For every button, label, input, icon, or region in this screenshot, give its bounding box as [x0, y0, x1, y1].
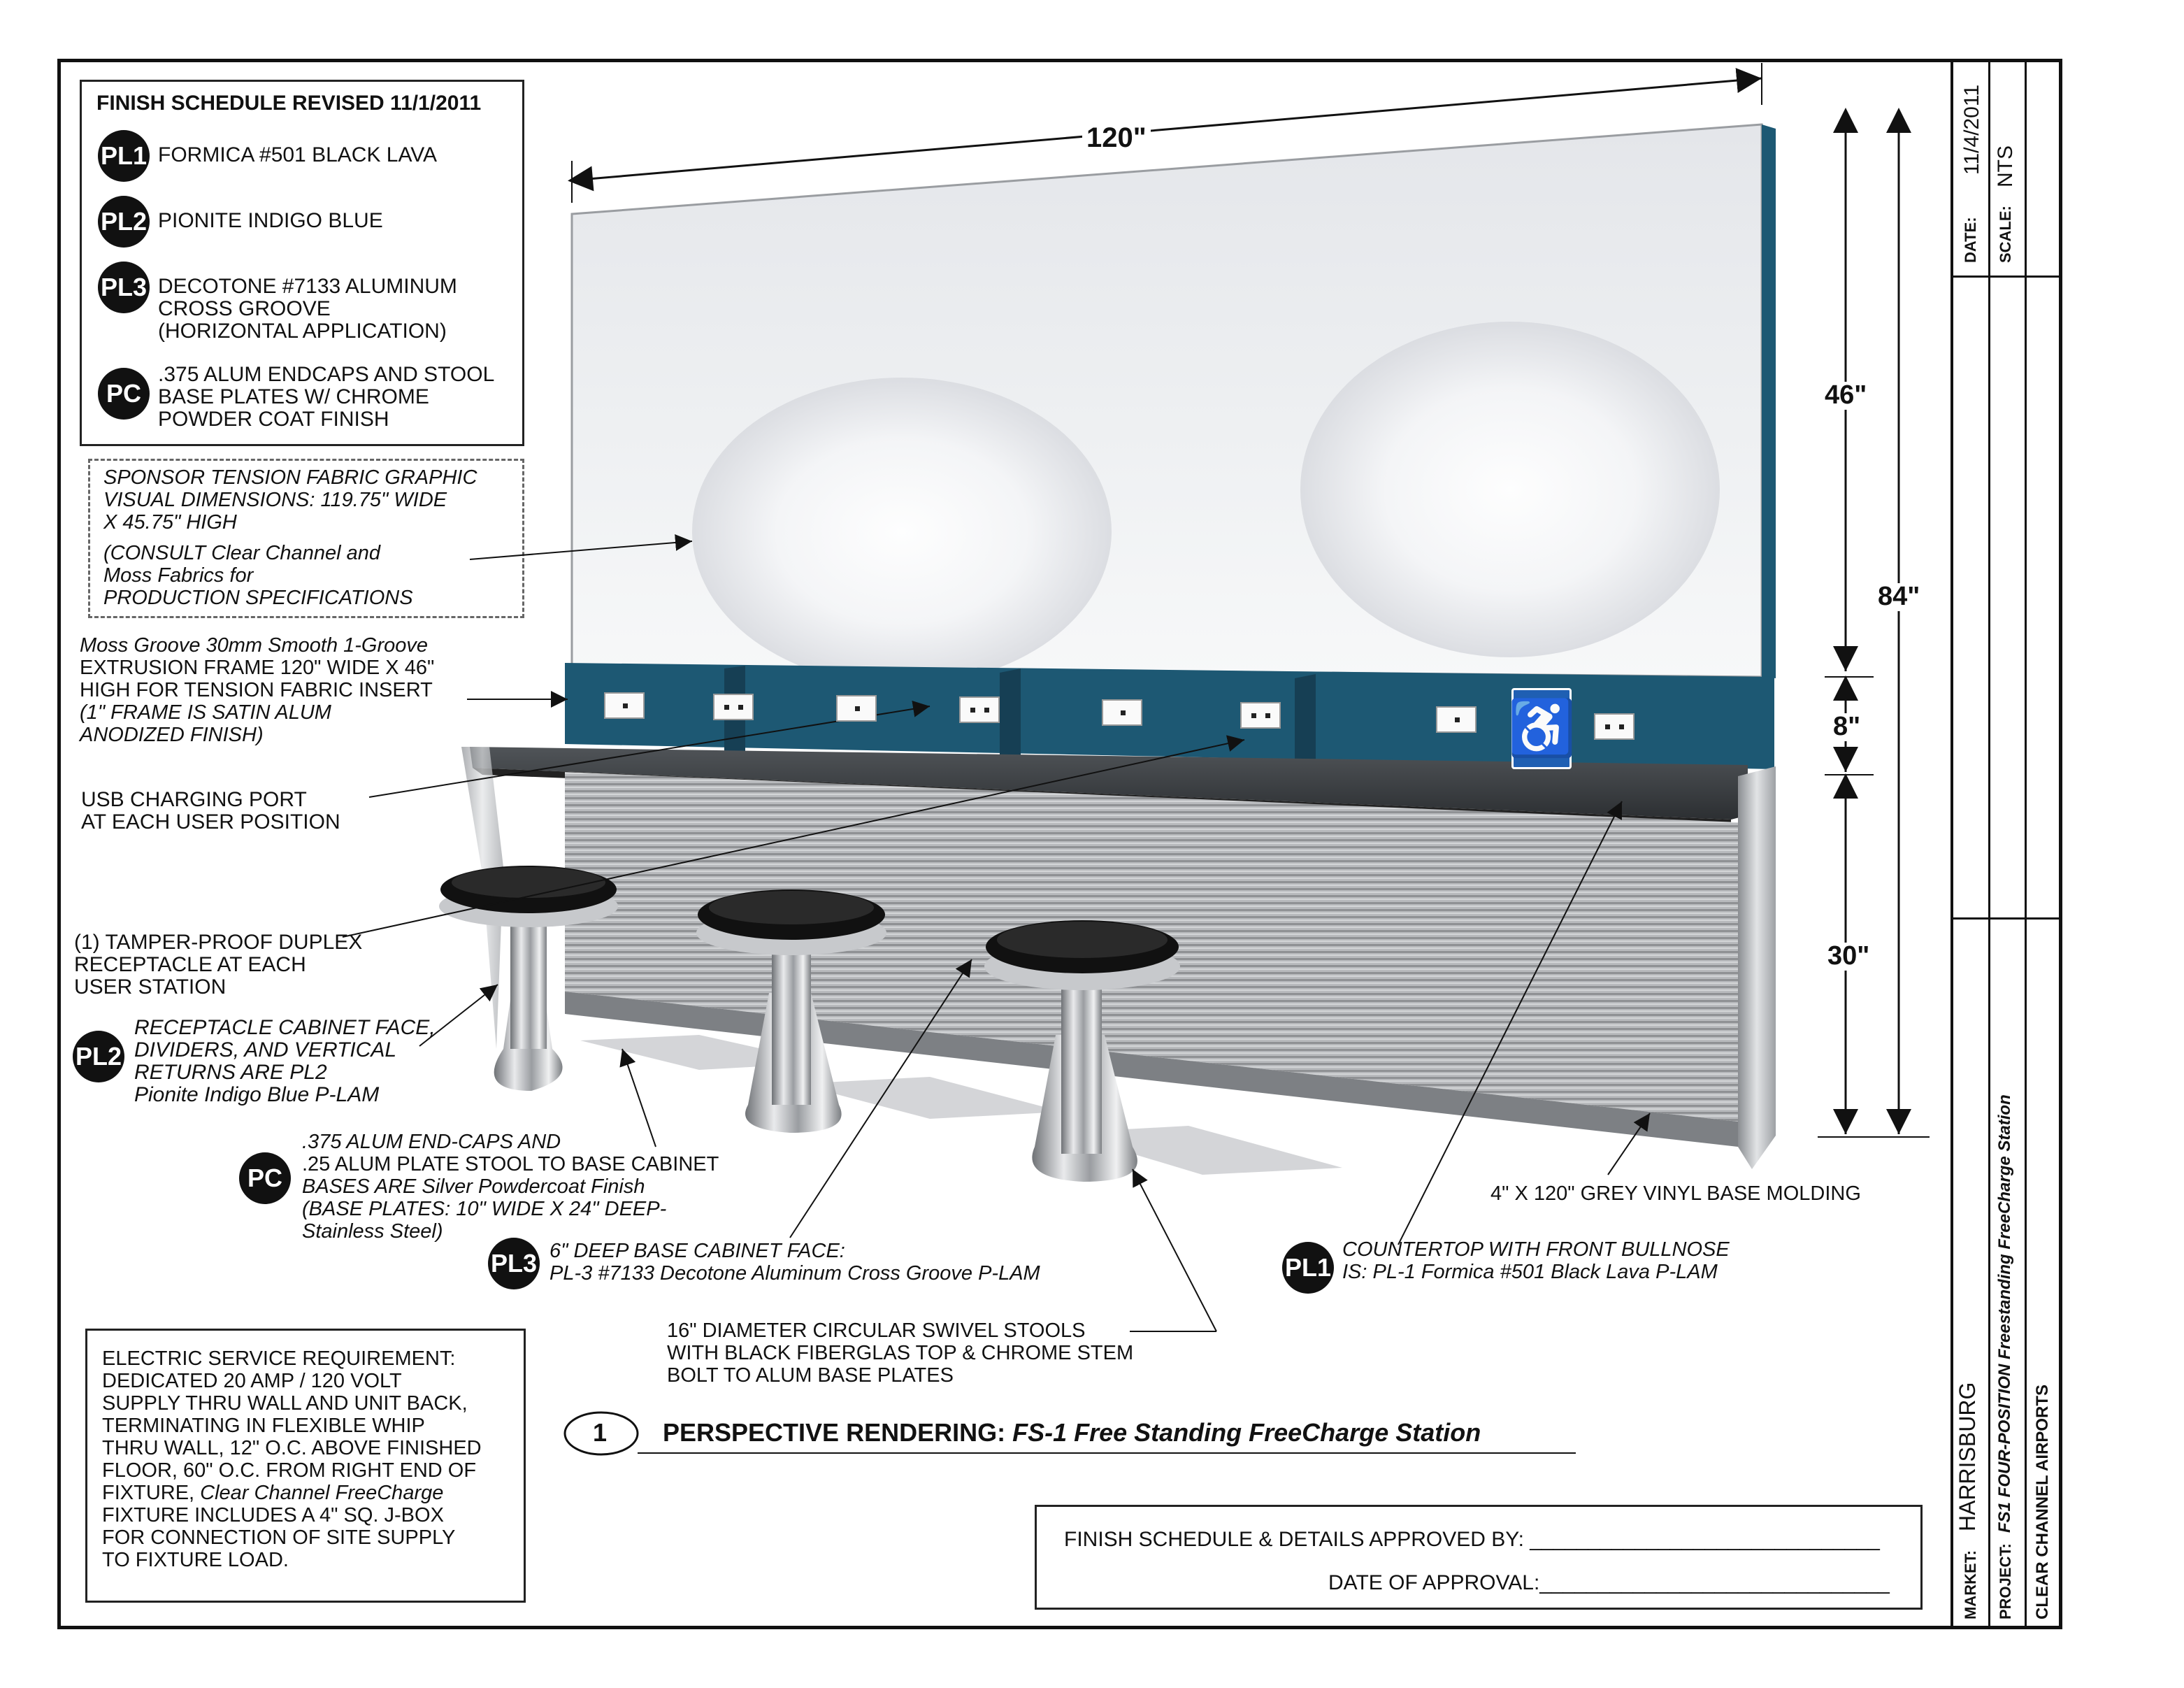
panel-height-label: 8"	[1833, 712, 1861, 741]
project-label: PROJECT:	[1997, 1543, 2014, 1619]
pl3-note-badge: PL3	[488, 1238, 540, 1289]
electric-line4: TERMINATING IN FLEXIBLE WHIP	[102, 1415, 425, 1437]
electric-line2: DEDICATED 20 AMP / 120 VOLT	[102, 1370, 402, 1392]
pl2-desc: PIONITE INDIGO BLUE	[158, 209, 383, 232]
approved-by-field[interactable]: FINISH SCHEDULE & DETAILS APPROVED BY: ______________________________	[1064, 1528, 1880, 1551]
pc-note-line3: BASES ARE Silver Powdercoat Finish	[302, 1175, 645, 1198]
duplex-receptacle-icon	[959, 696, 1000, 723]
drawing-title	[663, 1419, 1481, 1446]
receptacle-note-line2: RECEPTACLE AT EACH	[74, 953, 306, 976]
date-value: 11/4/2011	[1960, 84, 1983, 175]
scale-value: NTS	[1994, 145, 2017, 187]
electric-line10: TO FIXTURE LOAD.	[102, 1549, 289, 1571]
pl2-badge: PL2	[98, 196, 150, 248]
electric-line7	[102, 1482, 443, 1503]
graphic-height-label: 46"	[1825, 380, 1867, 410]
consult-line2: Moss Fabrics for	[103, 564, 254, 587]
drawing-number: 1	[593, 1418, 608, 1447]
electric-line3: SUPPLY THRU WALL AND UNIT BACK,	[102, 1392, 468, 1415]
light-glow	[1300, 322, 1720, 657]
extrusion-line5: ANODIZED FINISH)	[80, 724, 264, 746]
stools-note-line3: BOLT TO ALUM BASE PLATES	[667, 1364, 954, 1387]
drawing-title-italic: FS-1 Free Standing FreeCharge Station	[1012, 1418, 1481, 1447]
pl2-note-line4: Pionite Indigo Blue P-LAM	[134, 1083, 380, 1106]
base-molding-note: 4" X 120" GREY VINYL BASE MOLDING	[1490, 1182, 1861, 1205]
pc-badge: PC	[98, 368, 150, 420]
receptacle-note-line3: USER STATION	[74, 975, 227, 999]
divider	[1295, 674, 1316, 773]
stools-note-line2: WITH BLACK FIBERGLAS TOP & CHROME STEM	[667, 1342, 1134, 1364]
light-glow	[692, 378, 1112, 685]
market-label: MARKET:	[1962, 1550, 1979, 1619]
pl1-note-line1: COUNTERTOP WITH FRONT BULLNOSE	[1342, 1238, 1730, 1261]
finish-schedule-title: FINISH SCHEDULE REVISED 11/1/2011	[96, 92, 482, 115]
pl3-desc-line3: (HORIZONTAL APPLICATION)	[158, 320, 447, 343]
sponsor-line2: VISUAL DIMENSIONS: 119.75" WIDE	[103, 489, 447, 511]
pl2-note-line3: RETURNS ARE PL2	[134, 1061, 327, 1084]
usb-note-line2: AT EACH USER POSITION	[81, 810, 340, 834]
pl1-badge: PL1	[98, 130, 150, 182]
pc-note-line5: Stainless Steel)	[302, 1220, 443, 1243]
project-value: FS1 FOUR-POSITION Freestanding FreeCharge Station	[1995, 1094, 2014, 1533]
stools-note-line1: 16" DIAMETER CIRCULAR SWIVEL STOOLS	[667, 1319, 1086, 1342]
pl2-note-line2: DIVIDERS, AND VERTICAL	[134, 1038, 397, 1061]
pl3-note-line2: PL-3 #7133 Decotone Aluminum Cross Groove P-LAM	[549, 1262, 1040, 1285]
pl2-note-line1: RECEPTACLE CABINET FACE,	[134, 1016, 436, 1039]
total-height-label: 84"	[1878, 582, 1920, 611]
extrusion-line4: (1" FRAME IS SATIN ALUM	[80, 701, 331, 724]
pc-note-line1: .375 ALUM END-CAPS AND	[302, 1131, 561, 1153]
client-name: CLEAR CHANNEL AIRPORTS	[2033, 1384, 2052, 1619]
pl3-desc-line1: DECOTONE #7133 ALUMINUM	[158, 275, 457, 298]
receptacle-note-line1: (1) TAMPER-PROOF DUPLEX	[74, 931, 363, 954]
pc-desc-line3: POWDER COAT FINISH	[158, 408, 389, 431]
electric-line9: FOR CONNECTION OF SITE SUPPLY	[102, 1526, 456, 1549]
pc-desc-line1: .375 ALUM ENDCAPS AND STOOL	[158, 363, 495, 386]
electric-line5: THRU WALL, 12" O.C. ABOVE FINISHED	[102, 1437, 482, 1459]
electric-line6: FLOOR, 60" O.C. FROM RIGHT END OF	[102, 1459, 477, 1482]
electric-line7-prefix: FIXTURE,	[102, 1482, 201, 1504]
wheelchair-accessibility-icon: ♿	[1511, 688, 1572, 769]
pl1-note-line2: IS: PL-1 Formica #501 Black Lava P-LAM	[1342, 1261, 1718, 1283]
frame-return	[1762, 124, 1776, 678]
extrusion-line2: EXTRUSION FRAME 120" WIDE X 46"	[80, 657, 435, 679]
pl2-note-badge: PL2	[73, 1031, 124, 1082]
duplex-receptacle-icon	[1240, 702, 1281, 729]
duplex-receptacle-icon	[1594, 713, 1635, 740]
usb-port-icon	[836, 695, 877, 722]
market-value: HARRISBURG	[1955, 1382, 1980, 1531]
scale-label: SCALE:	[1997, 206, 2014, 263]
pl3-badge: PL3	[98, 262, 150, 313]
electric-line1: ELECTRIC SERVICE REQUIREMENT:	[102, 1347, 456, 1370]
extrusion-line3: HIGH FOR TENSION FABRIC INSERT	[80, 679, 433, 701]
extrusion-line1: Moss Groove 30mm Smooth 1-Groove	[80, 634, 429, 657]
usb-port-icon	[1102, 699, 1142, 726]
electric-line8: FIXTURE INCLUDES A 4" SQ. J-BOX	[102, 1504, 444, 1526]
drawing-title-prefix: PERSPECTIVE RENDERING:	[663, 1418, 1013, 1447]
usb-port-icon	[1436, 706, 1477, 733]
pc-note-badge: PC	[239, 1152, 291, 1204]
pc-desc-line2: BASE PLATES W/ CHROME	[158, 385, 429, 408]
consult-line3: PRODUCTION SPECIFICATIONS	[103, 587, 413, 609]
electric-line7-italic: Clear Channel FreeCharge	[200, 1482, 444, 1504]
counter-height-label: 30"	[1827, 941, 1870, 971]
divider	[1000, 668, 1021, 768]
sponsor-line1: SPONSOR TENSION FABRIC GRAPHIC	[103, 466, 477, 489]
pl3-note-line1: 6" DEEP BASE CABINET FACE:	[549, 1240, 845, 1262]
date-label: DATE:	[1962, 217, 1979, 263]
pl1-note-badge: PL1	[1282, 1242, 1334, 1294]
width-dim-label: 120"	[1082, 123, 1151, 152]
sponsor-line3: X 45.75" HIGH	[103, 511, 237, 534]
right-endcap	[1738, 766, 1776, 1169]
consult-line1: (CONSULT Clear Channel and	[103, 542, 380, 564]
pl3-desc-line2: CROSS GROOVE	[158, 297, 331, 320]
pc-note-line4: (BASE PLATES: 10" WIDE X 24" DEEP-	[302, 1198, 667, 1220]
duplex-receptacle-icon	[713, 694, 754, 720]
usb-note-line1: USB CHARGING PORT	[81, 788, 307, 811]
pc-note-line2: .25 ALUM PLATE STOOL TO BASE CABINET	[302, 1153, 719, 1175]
date-of-approval-field[interactable]: DATE OF APPROVAL:______________________________	[1328, 1571, 1890, 1594]
pl1-desc: FORMICA #501 BLACK LAVA	[158, 143, 438, 166]
usb-port-icon	[604, 692, 645, 719]
